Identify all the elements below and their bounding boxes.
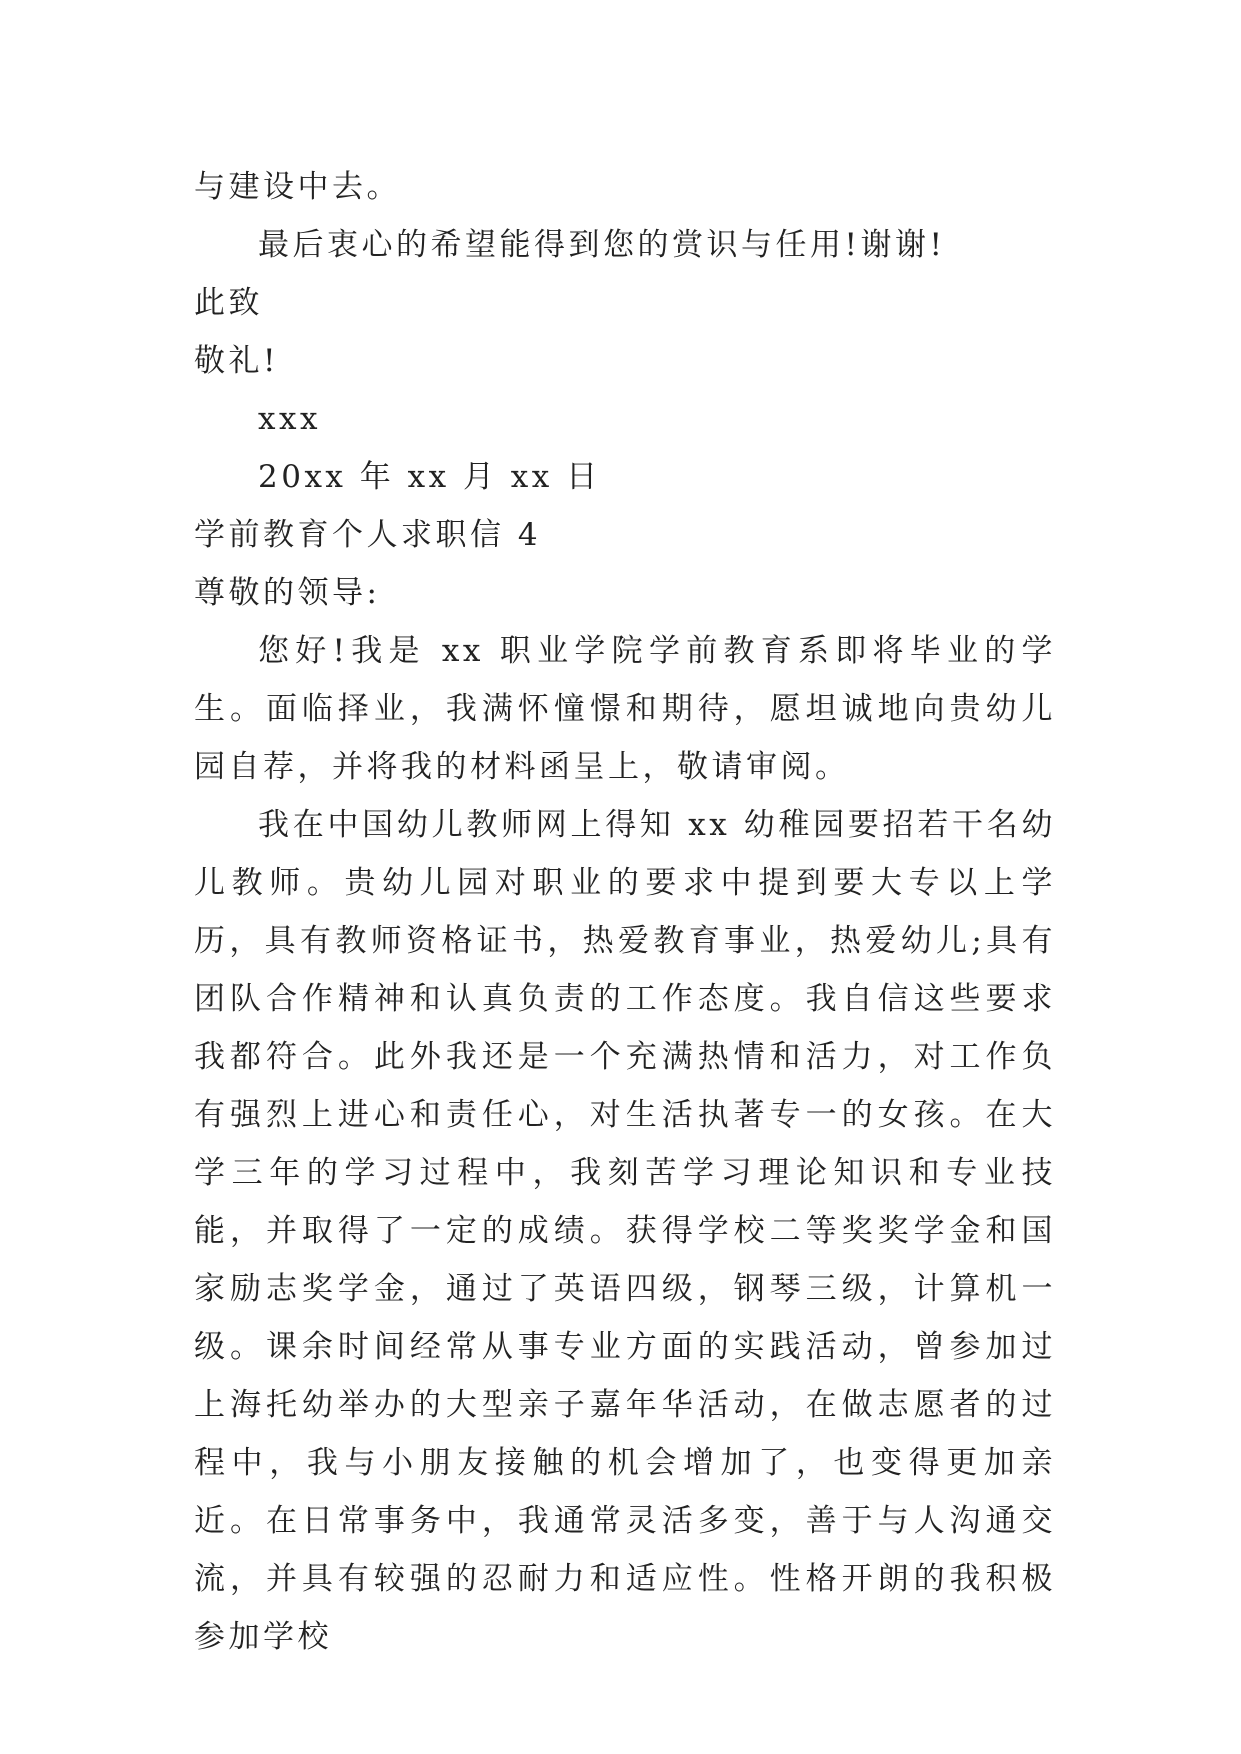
letter-body	[194, 158, 1056, 1666]
text-line-continuation: 与建设中去。	[194, 169, 401, 205]
paragraph-qualifications: 我在中国幼儿教师网上得知 xx 幼稚园要招若干名幼儿教师。贵幼儿园对职业的要求中提到要大专以上学历，具有教师资格证书，热爱教育事业，热爱幼儿;具有团队合作精神和认真负责的工作态度。我自信这些要求我都符合。此外我还是一个充满热情和活力，对工作负有强烈上进心和责任心，对生活执著专一的女孩。在大学三年的学习过程中，我刻苦学习理论知识和专业技能，并取得了一定的成绩。获得学校二等奖奖学金和国家励志奖学金，通过了英语四级，钢琴三级，计算机一级。课余时间经常从事专业方面的实践活动，曾参加过上海托幼举办的大型亲子嘉年华活动，在做志愿者的过程中，我与小朋友接触的机会增加了，也变得更加亲近。在日常事务中，我通常灵活多变，善于与人沟通交流，并具有较强的忍耐力和适应性。性格开朗的我积极参加学校	[194, 807, 1056, 1655]
paragraph-intro: 您好!我是 xx 职业学院学前教育系即将毕业的学生。面临择业，我满怀憧憬和期待，愿坦诚地向贵幼儿园自荐，并将我的材料函呈上，敬请审阅。	[194, 633, 1056, 785]
salutation-cizhi: 此致	[194, 285, 263, 321]
signature-name: xxx	[258, 401, 321, 437]
closing-sentence: 最后衷心的希望能得到您的赏识与任用!谢谢!	[258, 227, 946, 263]
salutation-jingli: 敬礼!	[194, 343, 279, 379]
section-title: 学前教育个人求职信 4	[194, 517, 542, 553]
greeting: 尊敬的领导:	[194, 575, 381, 611]
signature-date: 20xx 年 xx 月 xx 日	[258, 459, 601, 495]
